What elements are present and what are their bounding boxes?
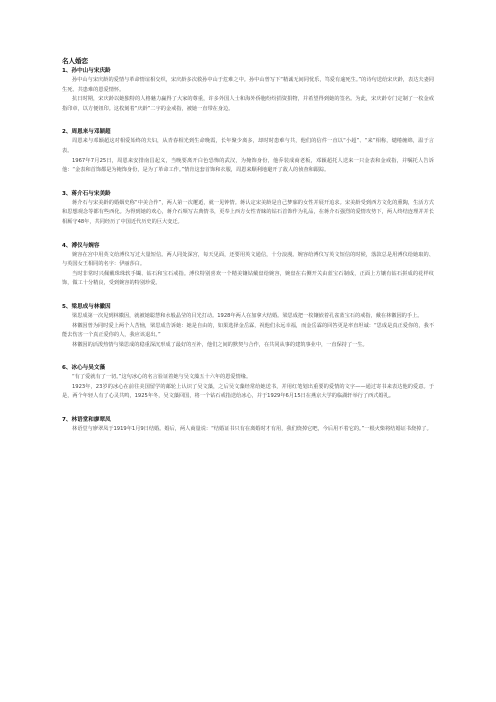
paragraph: 蒋介石与宋美龄的婚姻史称“中美合作”，两人第一次邂逅，就一见钟情。蒋认定宋美龄是自己梦寐的女性并展开追求。宋美龄受到西方文化的熏陶，生活方式和思想观念等都有些西化。为得到她的欢心，蒋介石频写古典情书，更奉上西方女性青睐的钻石首饰作为礼品，在蒋介石强烈的爱情攻势下，两人终结连理并并长相厮守48年，共同经历了中国近代历史的巨大变迁。 [62, 199, 434, 225]
document-title: 名人婚恋 [62, 57, 88, 65]
paragraph: “有了爱就有了一切。”这句冰心的名言验证着她与吴文藻五十六年的恩爱情缘。 [72, 374, 252, 381]
paragraph: 1923年，23岁的冰心在前往美国留学的邮轮上认识了吴文藻，之后吴文藻经常给她送书，并用红笔划出重要的爱情的文字——通过寄书来表达他的爱意。于是，两个年轻人有了心灵共鸣，1925年冬，吴文藻回国，将一个钻石戒指送给冰心，并于1929年6月15日在燕京大学的临湖轩举行了西式婚礼。 [62, 383, 434, 400]
section-heading: 4、溥仪与婉容 [62, 242, 100, 249]
paragraph: 1967年7月25日，周恩来安排南昌起义，当晚要离开白色恐怖的武汉，为掩饰身份，他乔装成商老板，邓颖超托人送来一只金表和金戒指，并嘱托人告诉他：“金表和首饰都是为掩饰身份，是为了革命工作。”情肯这套首饰和衣服，周恩来顺利地避开了敌人的侦查和跟踪。 [62, 157, 434, 174]
paragraph: 孙中山与宋庆龄的爱情与革命情谊相交织，宋庆龄多次救孙中山于危难之中。孙中山曾写下“精诚无间同忧乐，笃爱有逾死生。”的诗句送给宋庆龄，表达夫妻同生死、共患难的恩爱情怀。 [62, 77, 434, 93]
paragraph: 当时非常时兴佩戴珠珠软手镯、钻石和宝石戒指。溥仪特别喜欢一个精美镶钻戴盘给婉容，婉盘在右侧开关由蓝宝石制成，正面上方镶有钻石拼成的花样纹饰，做工十分精良，受到婉容的特别珍爱。 [62, 270, 434, 287]
section-heading: 5、梁思成与林徽因 [62, 303, 111, 310]
paragraph: 周恩来与邓颖超这对相爱始终的夫妇，从青春相光到生命晚霞，长年聚少离多，却时时患难与共，他们的信件一直以“小超”、“来”相称，缱绻缠绵，温于言表。 [62, 138, 434, 154]
section-heading: 7、林语堂和廖翠凤 [62, 417, 111, 424]
paragraph: 抗日时期，宋庆龄以她独特的人格魅力赢得了大家的尊重，许多外国人士和海外侨胞纷纷捐资捐物，并希望得到她的签名。为此，宋庆龄专门定制了一枚金戒指印章，以方便钮印。这枚刻着“庆龄”二字的金戒指，被她一直带在身边。 [62, 96, 434, 112]
section-heading: 6、冰心与吴文藻 [62, 365, 106, 372]
section [62, 416, 434, 435]
paragraph: 婉容在宫中用英文给溥仪写过大量短信。两人同处深宫，每天见面，还要用英文通信，十分浪漫。婉容给溥仪写英文短信的时候，落款总是用溥仪给她取的、与英国女王相同的名字：伊丽莎白。 [62, 251, 434, 268]
section-heading: 2、周恩来与邓颖超 [62, 129, 111, 136]
section [62, 364, 434, 402]
section [62, 190, 434, 228]
paragraph: 林徽因的活泼热情与梁思成的稳重深沉形成了最好的互补，他们之间的默契与合作，在共同从事的建筑事业中，一直保持了一生。 [72, 341, 368, 348]
section [62, 67, 434, 114]
paragraph: 林徽因曾为同时爱上两个人苦恼，梁思成告诉她：她是自由的，如果选择金岳霖，祝他们永远幸福，而金岳霖的回答更是率直坦诚：“思成是真正爱你的，我不能去伤害一个真正爱你的人，我应该退出。” [62, 322, 434, 339]
sections-container [62, 67, 434, 435]
paragraph: 林语堂与廖翠凤于1919年1月9日结婚。婚后，两人商量说：“结婚证书只有在离婚时才有用，我们烧掉它吧，今后用不着它的。”一根火柴将结婚证书烧掉了。 [72, 426, 432, 433]
section-heading: 3、蒋介石与宋美龄 [62, 190, 111, 197]
paragraph: 梁思成第一次见到林徽因，就被她聪慧和水般晶莹的目光打动。1928年两人在加拿大结婚。梁思成把一枚镶嵌着孔雀蓝宝石的戒指，戴在林徽因的手上。 [72, 312, 423, 319]
section [62, 242, 434, 289]
section [62, 303, 434, 350]
section [62, 128, 434, 175]
document-page [62, 56, 434, 435]
section-heading: 1、孙中山与宋庆龄 [62, 68, 111, 74]
